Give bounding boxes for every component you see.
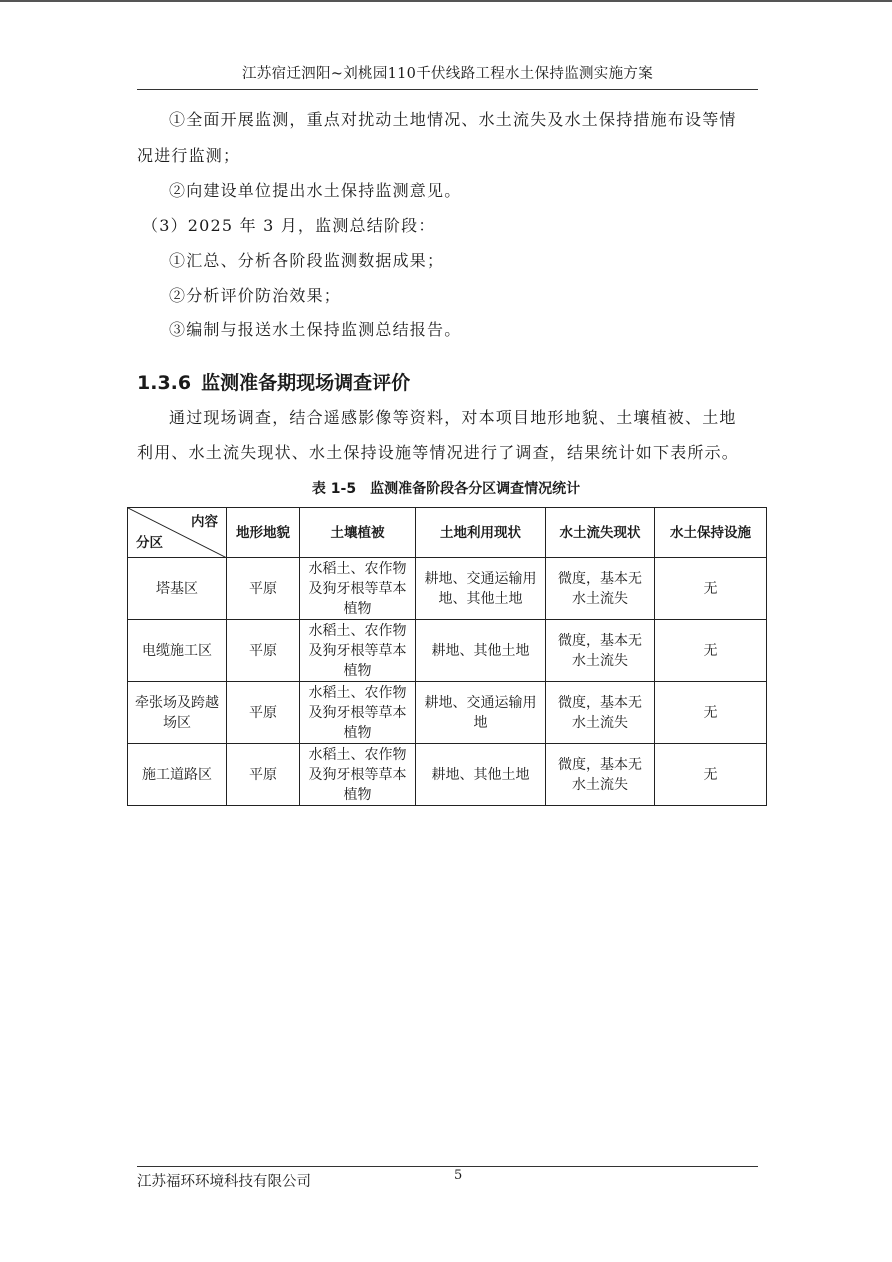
section-heading: [137, 368, 410, 395]
stage-3-heading: （3）2025 年 3 月，监测总结阶段：: [142, 216, 436, 235]
header-content-label: 内容: [191, 514, 218, 530]
zone-cell: 塔基区: [128, 558, 227, 620]
column-header: 土壤植被: [300, 508, 416, 558]
body-item-1-continued: 况进行监测；: [137, 146, 241, 165]
section-paragraph-line-2: 利用、水土流失现状、水土保持设施等情况进行了调查，结果统计如下表所示。: [137, 443, 740, 462]
section-title: 监测准备期现场调查评价: [201, 372, 411, 394]
soil-vegetation-cell: 水稻土、农作物及狗牙根等草本植物: [300, 558, 416, 620]
column-header: 地形地貌: [227, 508, 300, 558]
soil-vegetation-cell: 水稻土、农作物及狗牙根等草本植物: [300, 682, 416, 744]
conservation-facility-cell: 无: [655, 620, 767, 682]
soil-vegetation-cell: 水稻土、农作物及狗牙根等草本植物: [300, 620, 416, 682]
table-header-row: [128, 508, 767, 558]
header-divider: [137, 89, 758, 90]
zone-cell: 电缆施工区: [128, 620, 227, 682]
erosion-status-cell: 微度，基本无水土流失: [546, 620, 655, 682]
section-paragraph-line-1: 通过现场调查，结合遥感影像等资料，对本项目地形地貌、土壤植被、土地: [169, 408, 737, 427]
land-use-cell: 耕地、其他土地: [416, 744, 546, 806]
page-header-title: 江苏宿迁泗阳~刘桃园110千伏线路工程水土保持监测实施方案: [241, 66, 654, 82]
land-use-cell: 耕地、交通运输用地、其他土地: [416, 558, 546, 620]
footer-divider: [137, 1166, 758, 1167]
conservation-facility-cell: 无: [655, 558, 767, 620]
section-number: 1.3.6: [137, 372, 192, 394]
landform-cell: 平原: [227, 620, 300, 682]
column-header: 水土流失现状: [546, 508, 655, 558]
zone-cell: 牵张场及跨越场区: [128, 682, 227, 744]
stage-3-item-1: ①汇总、分析各阶段监测数据成果；: [169, 251, 445, 270]
stage-3-item-2: ②分析评价防治效果；: [169, 286, 342, 305]
table-caption: 表 1-5 监测准备阶段各分区调查情况统计: [311, 481, 581, 497]
landform-cell: 平原: [227, 682, 300, 744]
land-use-cell: 耕地、其他土地: [416, 620, 546, 682]
column-header: 水土保持设施: [655, 508, 767, 558]
footer-company: 江苏福环环境科技有限公司: [137, 1174, 311, 1190]
landform-cell: 平原: [227, 744, 300, 806]
column-header: 土地利用现状: [416, 508, 546, 558]
erosion-status-cell: 微度，基本无水土流失: [546, 744, 655, 806]
conservation-facility-cell: 无: [655, 744, 767, 806]
soil-vegetation-cell: 水稻土、农作物及狗牙根等草本植物: [300, 744, 416, 806]
table-row: [128, 682, 767, 744]
landform-cell: 平原: [227, 558, 300, 620]
zone-cell: 施工道路区: [128, 744, 227, 806]
erosion-status-cell: 微度，基本无水土流失: [546, 558, 655, 620]
body-item-2: ②向建设单位提出水土保持监测意见。: [169, 181, 462, 200]
table-row: [128, 620, 767, 682]
land-use-cell: 耕地、交通运输用地: [416, 682, 546, 744]
header-zone-label: 分区: [136, 535, 163, 551]
table-row: [128, 558, 767, 620]
body-item-1: ①全面开展监测，重点对扰动土地情况、水土流失及水土保持措施布设等情: [169, 110, 737, 129]
stage-3-item-3: ③编制与报送水土保持监测总结报告。: [169, 320, 462, 339]
table-row: [128, 744, 767, 806]
survey-table: [127, 507, 767, 806]
page-top-border: [0, 0, 892, 2]
conservation-facility-cell: 无: [655, 682, 767, 744]
diagonal-header-cell: [128, 508, 227, 558]
erosion-status-cell: 微度，基本无水土流失: [546, 682, 655, 744]
page-number: 5: [454, 1168, 463, 1183]
